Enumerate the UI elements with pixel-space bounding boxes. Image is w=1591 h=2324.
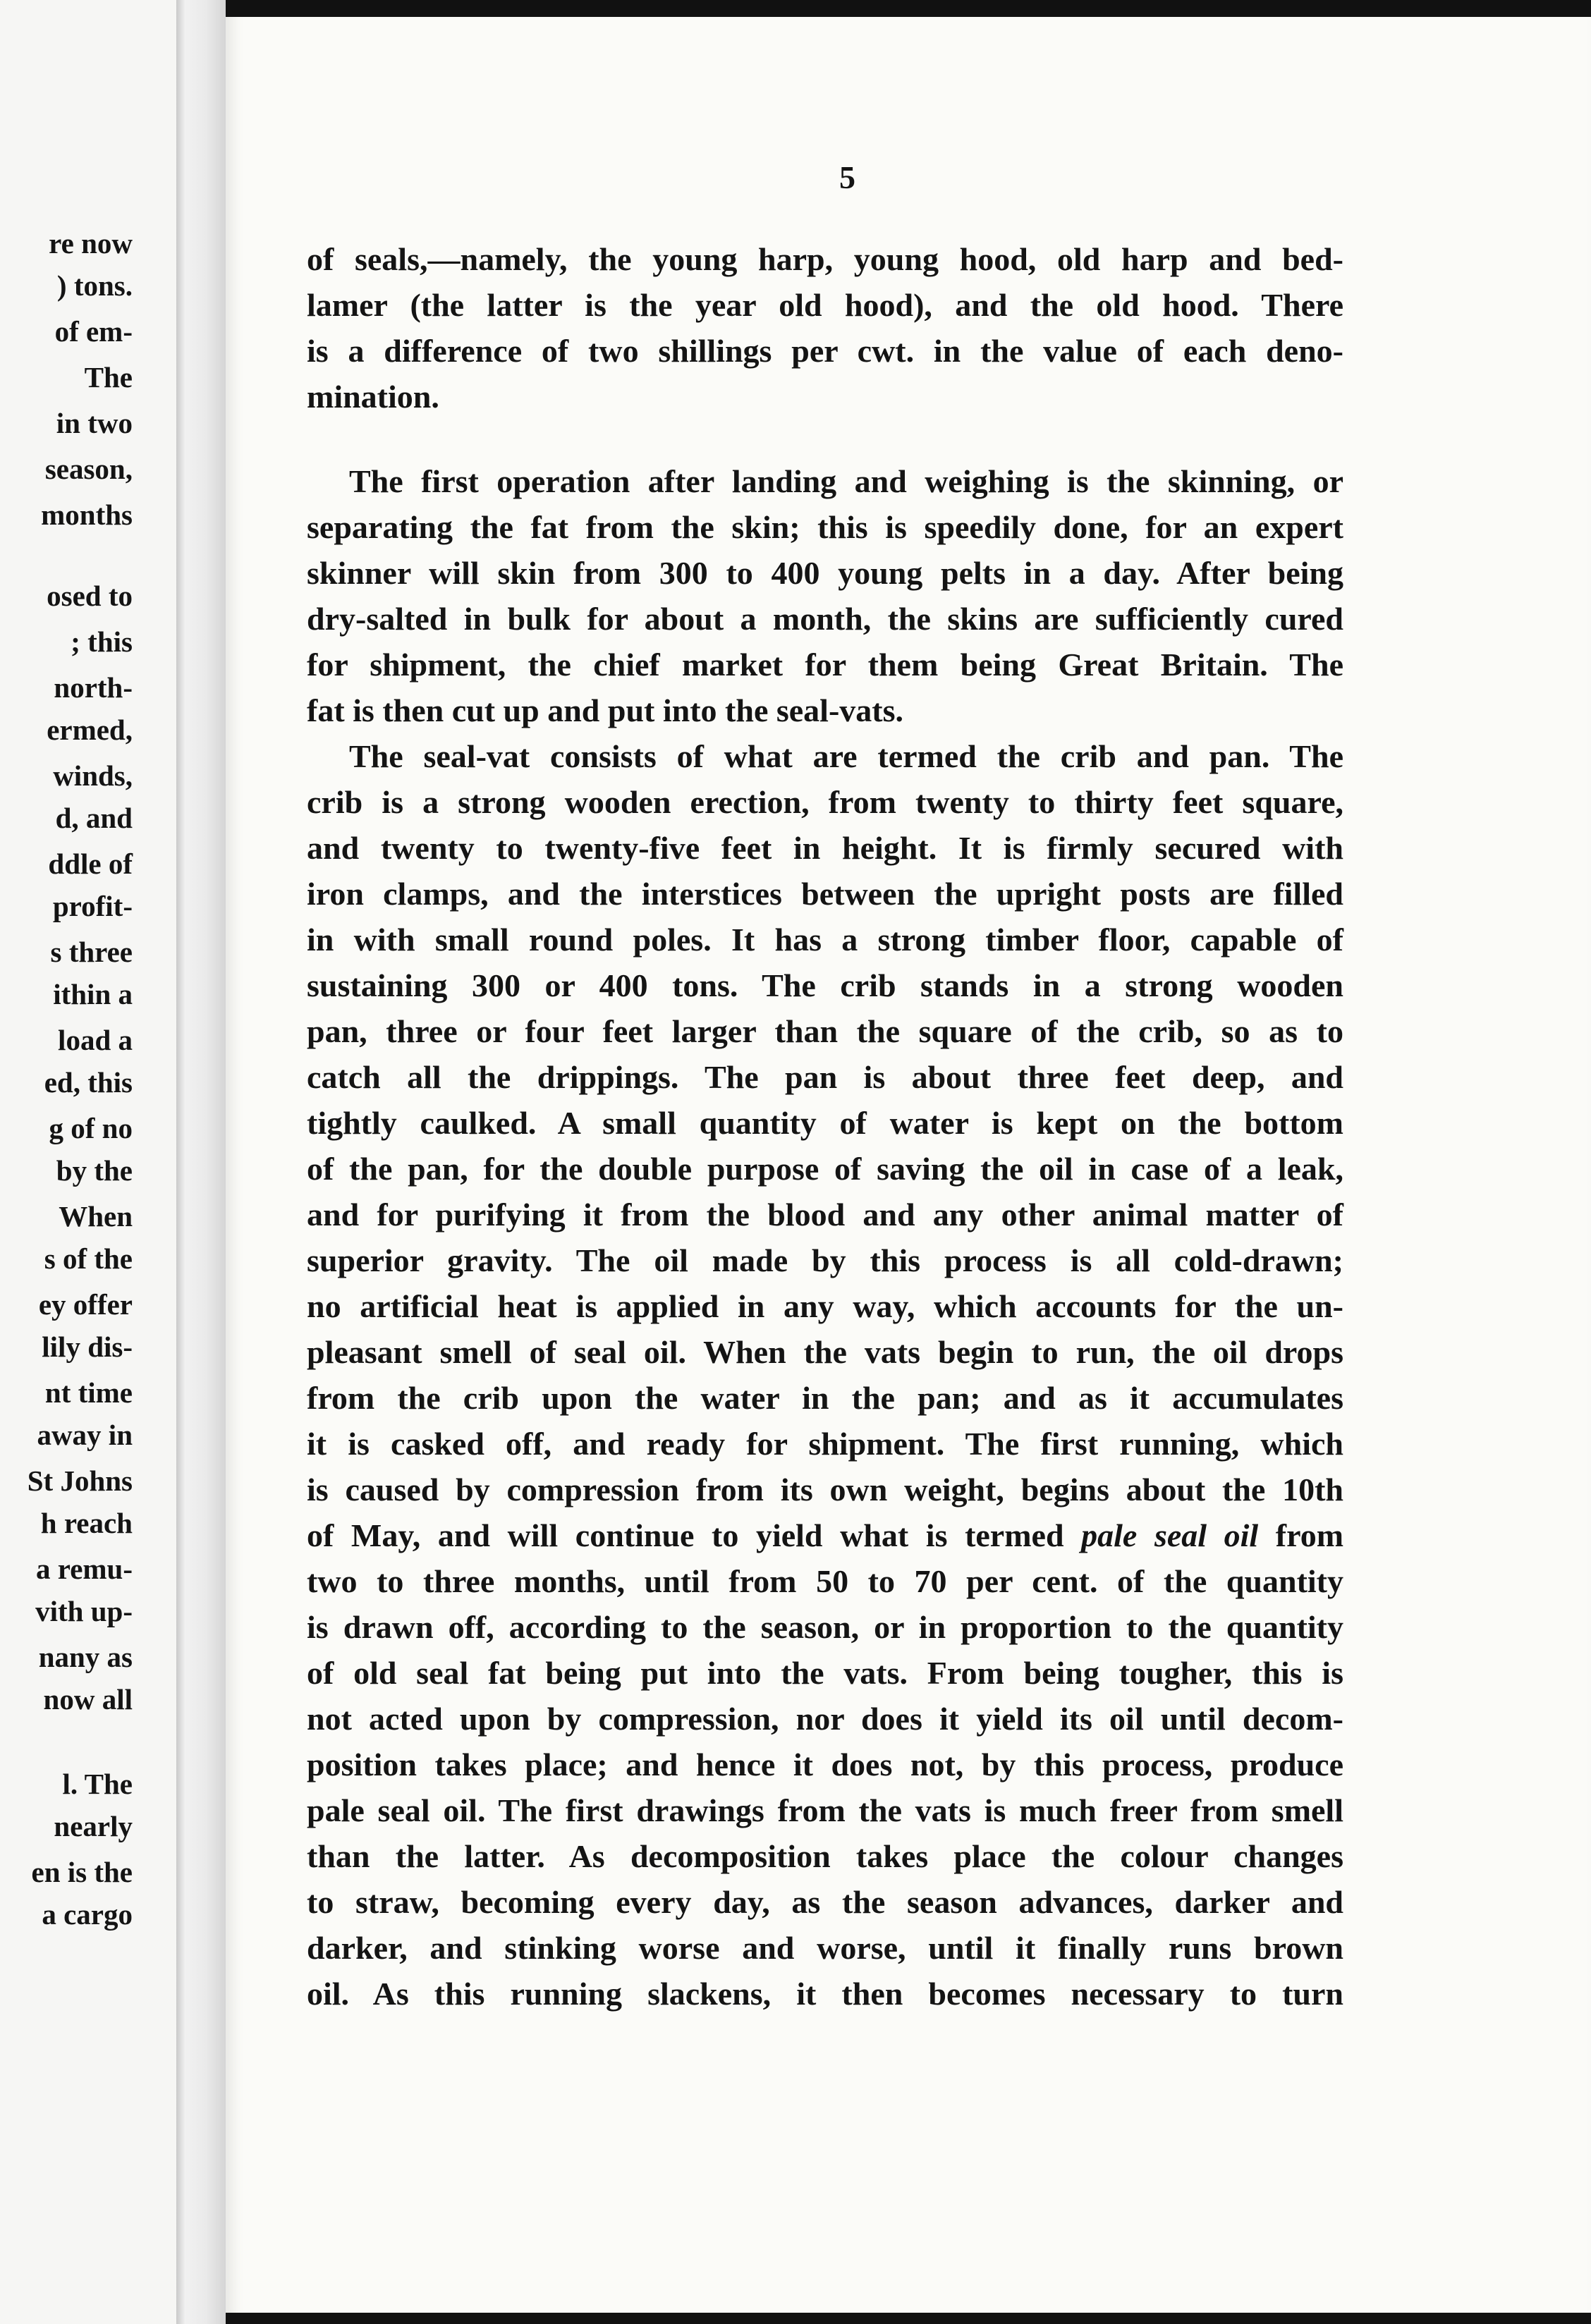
- facing-page-fragment: nt time: [44, 1376, 133, 1409]
- text-line: darker, and stinking worse and worse, until it finally runs brown: [307, 1930, 1343, 1966]
- facing-page-fragment: en is the: [31, 1856, 133, 1888]
- facing-page-fragment: ey offer: [38, 1288, 133, 1321]
- text-line: pan, three or four feet larger than the square of the crib, so as to: [307, 1013, 1343, 1049]
- text-line: pleasant smell of seal oil. When the vats begin to run, the oil drops: [307, 1334, 1343, 1370]
- text-line: skinner will skin from 300 to 400 young pelts in a day. After being: [307, 555, 1343, 591]
- body-text: [307, 236, 1343, 2017]
- main-page: [226, 0, 1591, 2324]
- facing-page-fragment: ermed,: [47, 714, 133, 746]
- text-line: of May, and will continue to yield what is termed pale seal oil from: [307, 1517, 1344, 1553]
- text-line: than the latter. As decomposition takes place the colour changes: [307, 1838, 1343, 1874]
- text-line: oil. As this running slackens, it then becomes necessary to turn: [307, 1976, 1343, 2012]
- text-line: to straw, becoming every day, as the season advances, darker and: [307, 1884, 1343, 1920]
- facing-page-fragment: re now: [49, 227, 133, 259]
- facing-page-fragment: ithin a: [53, 978, 133, 1010]
- left-page-edge: [0, 0, 178, 2324]
- facing-page-fragment: north-: [54, 671, 133, 704]
- facing-page-fragment: When: [59, 1200, 133, 1233]
- text-line: of old seal fat being put into the vats. From being tougher, this is: [307, 1655, 1343, 1691]
- text-line: catch all the drippings. The pan is about three feet deep, and: [307, 1059, 1343, 1095]
- facing-page-fragment: nany as: [38, 1641, 133, 1673]
- facing-page-fragment: St Johns: [27, 1464, 133, 1497]
- text-line: not acted upon by compression, nor does it yield its oil until decom-: [307, 1701, 1343, 1737]
- top-border: [226, 0, 1591, 17]
- text-line: sustaining 300 or 400 tons. The crib stands in a strong wooden: [307, 967, 1343, 1003]
- text-line: of the pan, for the double purpose of saving the oil in case of a leak,: [307, 1151, 1343, 1187]
- text-line: tightly caulked. A small quantity of water is kept on the bottom: [307, 1105, 1343, 1141]
- facing-page-fragment: of em-: [54, 315, 133, 348]
- facing-page-fragment: ; this: [71, 625, 133, 658]
- facing-page-fragment: l. The: [62, 1768, 133, 1800]
- bottom-border: [226, 2313, 1591, 2324]
- facing-page-fragment: a remu-: [35, 1553, 133, 1585]
- facing-page-fragment: now all: [43, 1683, 133, 1716]
- facing-page-fragment: osed to: [47, 580, 133, 612]
- text-line: superior gravity. The oil made by this process is all cold-drawn;: [307, 1242, 1343, 1278]
- text-line: two to three months, until from 50 to 70 per cent. of the quantity: [307, 1563, 1343, 1599]
- text-line: mination.: [307, 379, 439, 415]
- text-line: The first operation after landing and weighing is the skinning, or: [349, 463, 1343, 499]
- text-line: and for purifying it from the blood and any other animal matter of: [307, 1197, 1343, 1233]
- text-line: of seals,—namely, the young harp, young hood, old harp and bed-: [307, 241, 1343, 277]
- text-line: iron clamps, and the interstices between the upright posts are filled: [307, 876, 1343, 912]
- facing-page-fragment: profit-: [52, 890, 133, 922]
- text-line: from the crib upon the water in the pan; and as it accumulates: [307, 1380, 1343, 1416]
- book-gutter: [176, 0, 226, 2324]
- facing-page-fragment: in two: [56, 407, 133, 439]
- facing-page-fragment: load a: [58, 1024, 133, 1056]
- text-line: in with small round poles. It has a strong timber floor, capable of: [307, 922, 1343, 958]
- facing-page-fragment: season,: [44, 453, 133, 485]
- paragraph-1: [307, 236, 1343, 420]
- italic-term: pale seal oil: [1081, 1517, 1259, 1553]
- paragraph-2: [307, 458, 1343, 733]
- text-line: is drawn off, according to the season, or in proportion to the quantity: [307, 1609, 1343, 1645]
- facing-page-fragment: s three: [50, 936, 133, 968]
- facing-page-fragment: ed, this: [44, 1066, 133, 1099]
- facing-page-fragment: d, and: [55, 802, 133, 834]
- text-line: fat is then cut up and put into the seal-vats.: [307, 692, 903, 728]
- paragraph-3: [307, 733, 1343, 2017]
- facing-page-fragment: s of the: [44, 1242, 133, 1275]
- text-line: no artificial heat is applied in any way, which accounts for the un-: [307, 1288, 1343, 1324]
- facing-page-fragment: g of no: [49, 1112, 133, 1144]
- facing-page-fragment: away in: [37, 1419, 133, 1451]
- text-line: is a difference of two shillings per cwt. in the value of each deno-: [307, 333, 1343, 369]
- text-line: pale seal oil. The first drawings from the vats is much freer from smell: [307, 1792, 1343, 1828]
- text-line: lamer (the latter is the year old hood), and the old hood. There: [307, 287, 1343, 323]
- facing-page-fragment: vith up-: [35, 1595, 133, 1627]
- facing-page-fragment: months: [41, 499, 133, 531]
- text-line: crib is a strong wooden erection, from twenty to thirty feet square,: [307, 784, 1343, 820]
- text-line: separating the fat from the skin; this is speedily done, for an expert: [307, 509, 1343, 545]
- facing-page-fragment: by the: [56, 1154, 133, 1187]
- facing-page-fragment: h reach: [40, 1507, 133, 1539]
- text-line: and twenty to twenty-five feet in height. It is firmly secured with: [307, 830, 1343, 866]
- facing-page-fragment: nearly: [54, 1810, 133, 1842]
- facing-page-fragment: lily dis-: [42, 1331, 133, 1363]
- facing-page-fragment: ) tons.: [56, 269, 133, 302]
- page-number: 5: [839, 159, 855, 195]
- facing-page-fragment: a cargo: [42, 1898, 133, 1931]
- facing-page-fragment: The: [84, 361, 133, 393]
- facing-page-fragment: winds,: [53, 759, 133, 792]
- text-line: dry-salted in bulk for about a month, the skins are sufficiently cured: [307, 601, 1343, 637]
- text-line: it is casked off, and ready for shipment. The first running, which: [307, 1426, 1343, 1462]
- text-line: The seal-vat consists of what are termed the crib and pan. The: [349, 738, 1343, 774]
- facing-page-fragment: ddle of: [48, 848, 133, 880]
- text-line: position takes place; and hence it does not, by this process, produce: [307, 1747, 1343, 1782]
- text-line: for shipment, the chief market for them being Great Britain. The: [307, 647, 1343, 683]
- text-line: is caused by compression from its own weight, begins about the 10th: [307, 1472, 1343, 1507]
